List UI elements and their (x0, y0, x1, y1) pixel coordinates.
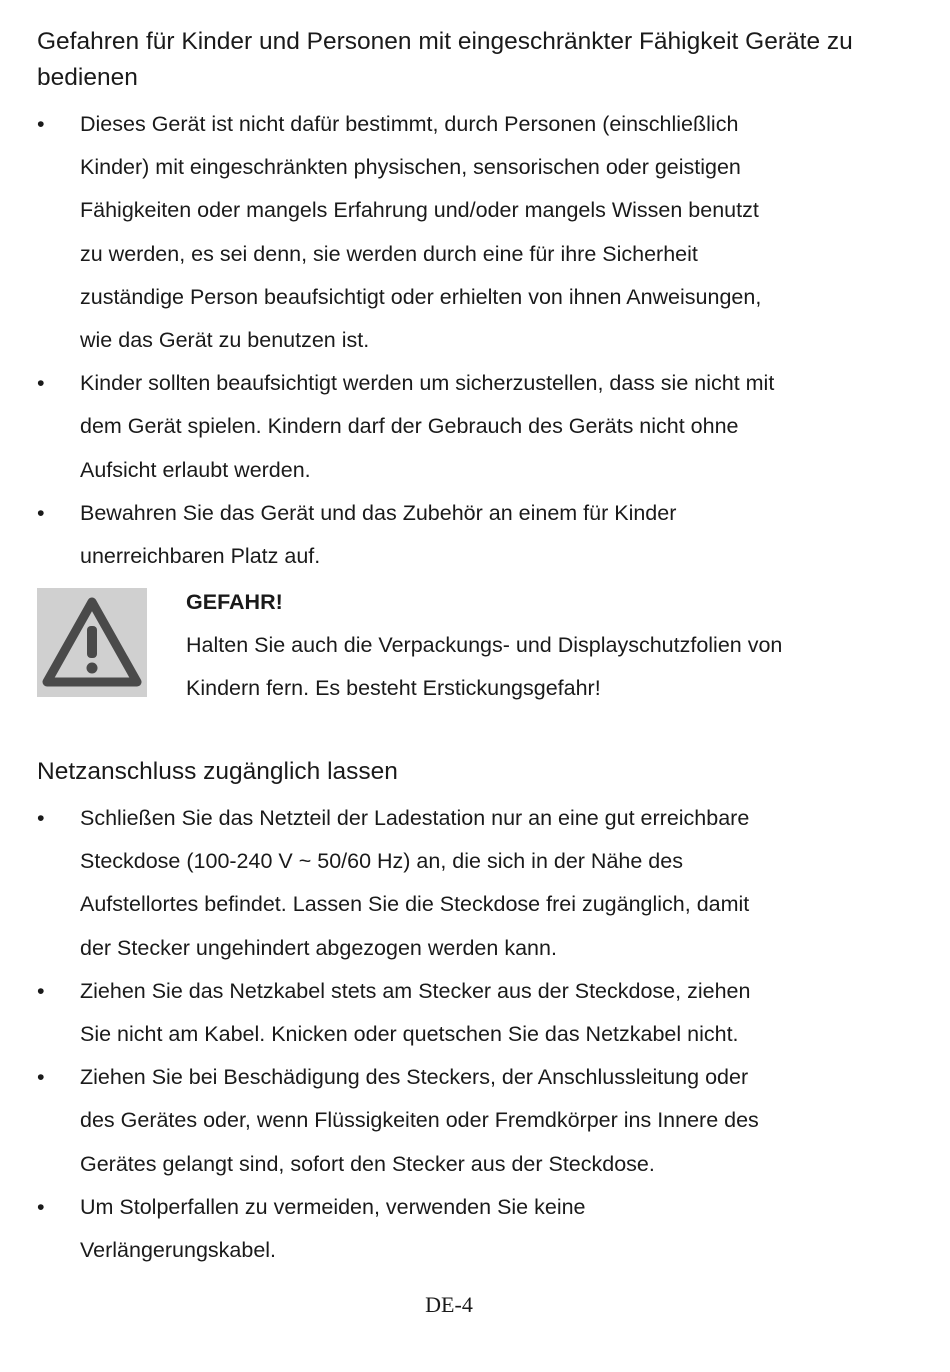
page-number: DE-4 (425, 1292, 473, 1317)
bullet-dot-icon: • (37, 1194, 45, 1219)
list-item (0, 492, 870, 578)
list-item-line: Gerätes gelangt sind, sofort den Stecker aus der Steckdose. (80, 1151, 655, 1176)
list-item-line: Verlängerungskabel. (80, 1238, 277, 1263)
warning-text-line: Kindern fern. Es besteht Erstickungsgefahr! (186, 676, 601, 701)
list-item-line: zuständige Person beaufsichtigt oder erhielten von ihnen Anweisungen, (80, 284, 762, 309)
list-item-line: Um Stolperfallen zu vermeiden, verwenden Sie keine (80, 1194, 586, 1219)
list-item (0, 797, 870, 970)
list-item-line: Aufstellortes befindet. Lassen Sie die Steckdose frei zugänglich, damit (80, 892, 750, 917)
list-item-line: Bewahren Sie das Gerät und das Zubehör an einem für Kinder (80, 500, 677, 525)
list-item-line: Ziehen Sie bei Beschädigung des Steckers, der Anschlussleitung oder (80, 1065, 749, 1090)
list-item-line: des Gerätes oder, wenn Flüssigkeiten oder Fremdkörper ins Innere des (80, 1108, 759, 1133)
list-item-line: zu werden, es sei denn, sie werden durch eine für ihre Sicherheit (80, 241, 698, 266)
bullet-dot-icon: • (37, 500, 45, 525)
list-item (0, 970, 870, 1056)
bullet-dot-icon: • (37, 806, 45, 830)
list-item-line: Kinder sollten beaufsichtigt werden um sicherzustellen, dass sie nicht mit (80, 371, 775, 396)
list-item-line: Schließen Sie das Netzteil der Ladestation nur an eine gut erreichbare (80, 806, 750, 830)
list-item-line: Kinder) mit eingeschränkten physischen, sensorischen oder geistigen (80, 155, 741, 180)
list-item (0, 103, 870, 362)
list-item-line: Steckdose (100-240 V ~ 50/60 Hz) an, die sich in der Nähe des (80, 849, 683, 874)
bullet-dot-icon: • (37, 112, 45, 136)
bullet-list-power-connection (0, 797, 950, 1272)
section-heading-power-connection: Netzanschluss zugänglich lassen (37, 758, 398, 785)
warning-title: GEFAHR! (186, 590, 283, 614)
warning-text (186, 624, 886, 710)
bullet-dot-icon: • (37, 371, 45, 396)
list-item-line: unerreichbaren Platz auf. (80, 544, 321, 569)
list-item-line: dem Gerät spielen. Kindern darf der Gebrauch des Geräts nicht ohne (80, 414, 739, 439)
list-item-line: Ziehen Sie das Netzkabel stets am Stecker aus der Steckdose, ziehen (80, 978, 751, 1003)
list-item-line: der Stecker ungehindert abgezogen werden kann. (80, 935, 557, 960)
list-item-line: Fähigkeiten oder mangels Erfahrung und/oder mangels Wissen benutzt (80, 198, 759, 223)
list-item-line: Dieses Gerät ist nicht dafür bestimmt, durch Personen (einschließlich (80, 112, 739, 136)
list-item (0, 1186, 870, 1272)
list-item-line: Sie nicht am Kabel. Knicken oder quetschen Sie das Netzkabel nicht. (80, 1022, 739, 1047)
bullet-dot-icon: • (37, 1065, 45, 1090)
warning-text-line: Halten Sie auch die Verpackungs- und Displayschutzfolien von (186, 633, 783, 657)
list-item (0, 362, 870, 492)
bullet-dot-icon: • (37, 978, 45, 1003)
list-item (0, 1056, 870, 1186)
list-item-line: wie das Gerät zu benutzen ist. (80, 328, 370, 353)
warning-triangle-icon (37, 588, 147, 697)
list-item-line: Aufsicht erlaubt werden. (80, 457, 311, 482)
section-heading-child-safety: Gefahren für Kinder und Personen mit eingeschränkter Fähigkeit Geräte zu bedienen (37, 28, 853, 91)
bullet-list-child-safety (0, 103, 950, 578)
